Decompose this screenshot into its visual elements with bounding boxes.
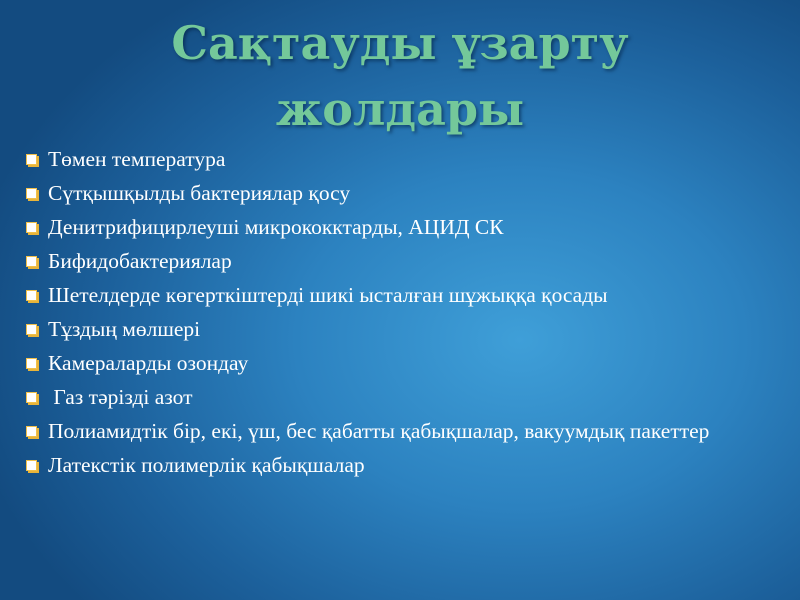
hollow-square-bullet-icon xyxy=(26,222,37,233)
bullet-item xyxy=(26,453,726,477)
bullet-item xyxy=(26,181,726,205)
bullet-item xyxy=(26,317,726,341)
bullet-text: Камераларды озондау xyxy=(48,351,249,375)
hollow-square-bullet-icon xyxy=(26,290,37,301)
bullet-text: Бифидобактериялар xyxy=(48,249,232,273)
hollow-square-bullet-icon xyxy=(26,392,37,403)
bullet-text: Полиамидтік бір, екі, үш, бес қабатты қабықшалар, вакуумдық пакеттер xyxy=(48,419,710,443)
hollow-square-bullet-icon xyxy=(26,358,37,369)
slide-title xyxy=(150,10,650,142)
hollow-square-bullet-icon xyxy=(26,256,37,267)
bullet-text: Төмен температура xyxy=(48,147,226,171)
bullet-list xyxy=(26,147,726,487)
bullet-text: Шетелдерде көгерткіштерді шикі ысталған шұжыққа қосады xyxy=(48,283,608,307)
bullet-text: Тұздың мөлшері xyxy=(48,317,201,341)
bullet-item xyxy=(26,385,726,409)
slide-title-line: жолдары xyxy=(275,82,525,136)
hollow-square-bullet-icon xyxy=(26,188,37,199)
bullet-item xyxy=(26,351,726,375)
hollow-square-bullet-icon xyxy=(26,324,37,335)
slide-title-line: Сақтауды ұзарту xyxy=(171,16,629,70)
bullet-text: Газ тәрізді азот xyxy=(48,385,193,409)
hollow-square-bullet-icon xyxy=(26,154,37,165)
bullet-item xyxy=(26,249,726,273)
hollow-square-bullet-icon xyxy=(26,460,37,471)
bullet-item xyxy=(26,147,726,171)
bullet-item xyxy=(26,419,726,443)
bullet-text: Латекстік полимерлік қабықшалар xyxy=(48,453,365,477)
bullet-item xyxy=(26,215,726,239)
hollow-square-bullet-icon xyxy=(26,426,37,437)
bullet-item xyxy=(26,283,726,307)
bullet-text: Сүтқышқылды бактериялар қосу xyxy=(48,181,351,205)
bullet-text: Денитрифицирлеуші микрококктарды, АЦИД СК xyxy=(48,215,504,239)
